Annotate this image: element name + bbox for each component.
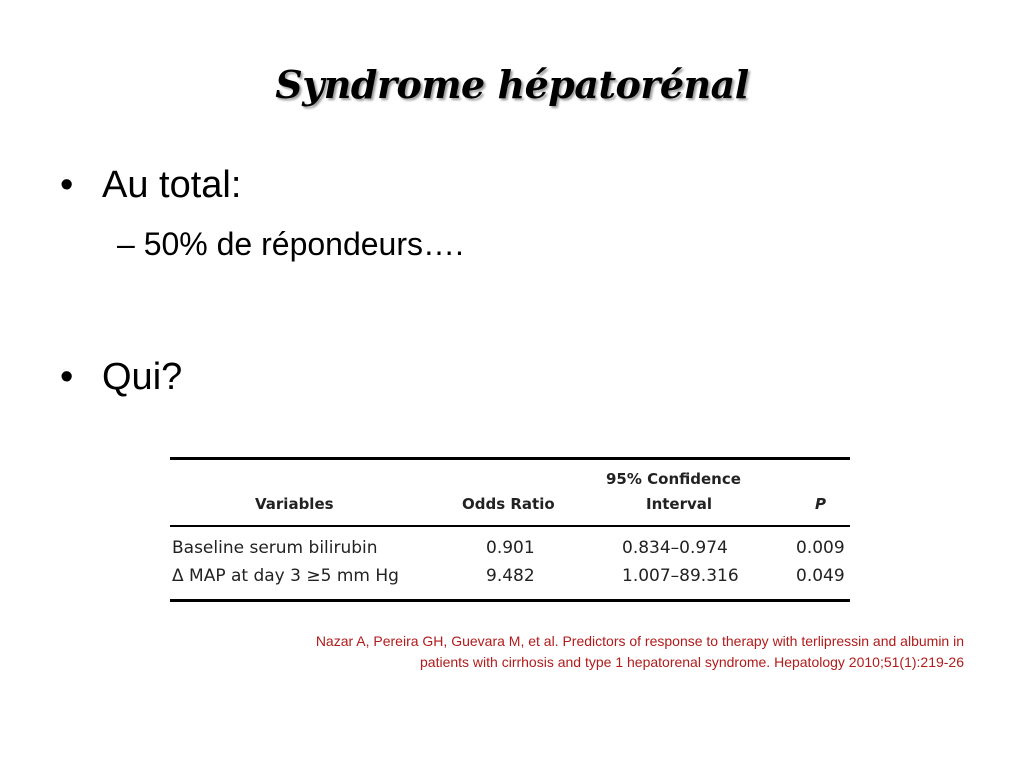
bullet-qui	[60, 356, 182, 399]
citation-line-2: patients with cirrhosis and type 1 hepatorenal syndrome. Hepatology 2010;51(1):219-26	[420, 654, 964, 670]
bullet-text: Qui?	[102, 356, 183, 398]
table-cell-odds-ratio: 9.482	[486, 566, 535, 586]
table-cell-p: 0.009	[796, 538, 845, 558]
citation-line-1: Nazar A, Pereira GH, Guevara M, et al. Predictors of response to therapy with terlipressin and albumin in	[315, 633, 964, 649]
bullet-au-total	[60, 164, 241, 207]
results-table	[170, 457, 850, 603]
table-cell-variable: Baseline serum bilirubin	[172, 538, 378, 558]
table-cell-odds-ratio: 0.901	[486, 538, 535, 558]
sub-bullet-marker: –	[117, 226, 135, 262]
sub-bullet-text: 50% de répondeurs….	[143, 226, 464, 262]
bullet-text: Au total:	[102, 164, 242, 206]
header-odds-ratio: Odds Ratio	[462, 495, 555, 513]
header-confidence: 95% Confidence	[606, 470, 741, 488]
table-cell-variable: Δ MAP at day 3 ≥5 mm Hg	[172, 566, 399, 586]
slide-title: Syndrome hépatorénal	[275, 62, 749, 107]
citation	[144, 631, 964, 673]
header-interval: Interval	[646, 495, 713, 513]
table-bottom-rule	[170, 599, 850, 602]
header-variables: Variables	[255, 495, 334, 513]
sub-bullet-repondeurs	[117, 226, 464, 263]
bullet-marker: •	[60, 164, 74, 206]
table-cell-ci: 0.834–0.974	[622, 538, 728, 558]
bullet-marker: •	[60, 356, 74, 398]
table-cell-ci: 1.007–89.316	[622, 566, 739, 586]
table-top-rule	[170, 457, 850, 460]
table-header-rule	[170, 525, 850, 527]
table-cell-p: 0.049	[796, 566, 845, 586]
header-p: P	[815, 495, 826, 513]
